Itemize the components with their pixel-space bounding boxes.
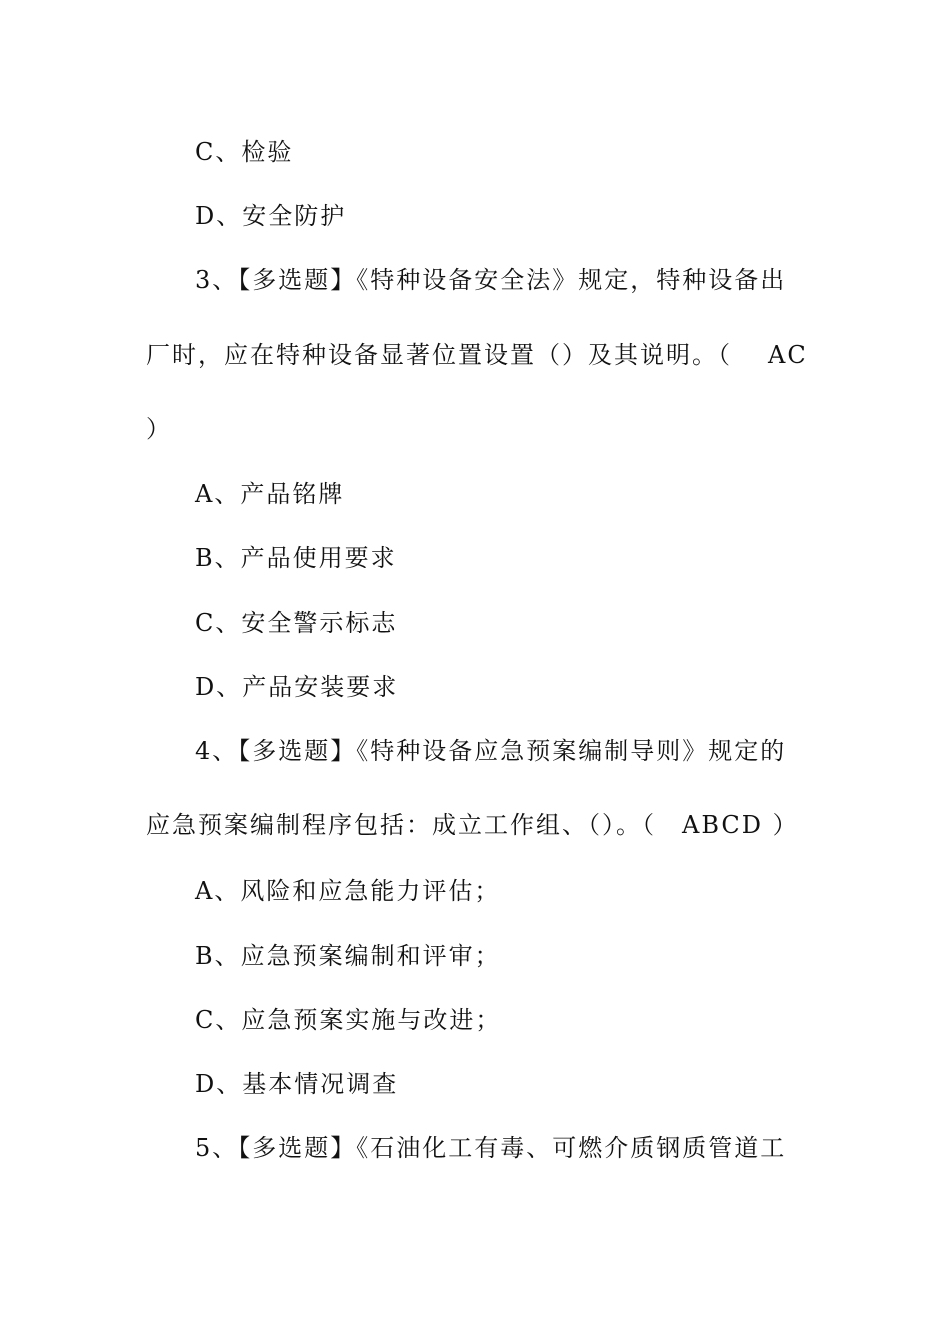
option-c: C、应急预案实施与改进； <box>195 1006 502 1034</box>
question-3-answer: AC <box>768 341 808 369</box>
question-4-line-1: 4、【多选题】《特种设备应急预案编制导则》规定的 <box>195 737 787 765</box>
question-3-line-1: 3、【多选题】《特种设备安全法》规定，特种设备出 <box>195 266 787 294</box>
option-d: D、产品安装要求 <box>195 673 399 701</box>
option-d: D、基本情况调查 <box>195 1070 399 1098</box>
option-c: C、检验 <box>195 138 294 166</box>
option-b: B、产品使用要求 <box>195 544 397 572</box>
question-5-line-1: 5、【多选题】《石油化工有毒、可燃介质钢质管道工 <box>195 1134 787 1162</box>
option-c: C、安全警示标志 <box>195 609 398 637</box>
question-4-line-2: 应急预案编制程序包括：成立工作组、（）。（ ABCD ） <box>146 811 799 839</box>
question-3-line-2 <box>146 340 732 370</box>
question-3-line-3: ） <box>146 415 172 443</box>
option-a: A、风险和应急能力评估； <box>195 877 501 905</box>
option-a: A、产品铭牌 <box>195 480 345 508</box>
option-b: B、应急预案编制和评审； <box>195 942 501 970</box>
option-d: D、安全防护 <box>195 202 347 230</box>
question-3-line-2-text: 厂时，应在特种设备显著位置设置（）及其说明。（ <box>146 341 732 369</box>
